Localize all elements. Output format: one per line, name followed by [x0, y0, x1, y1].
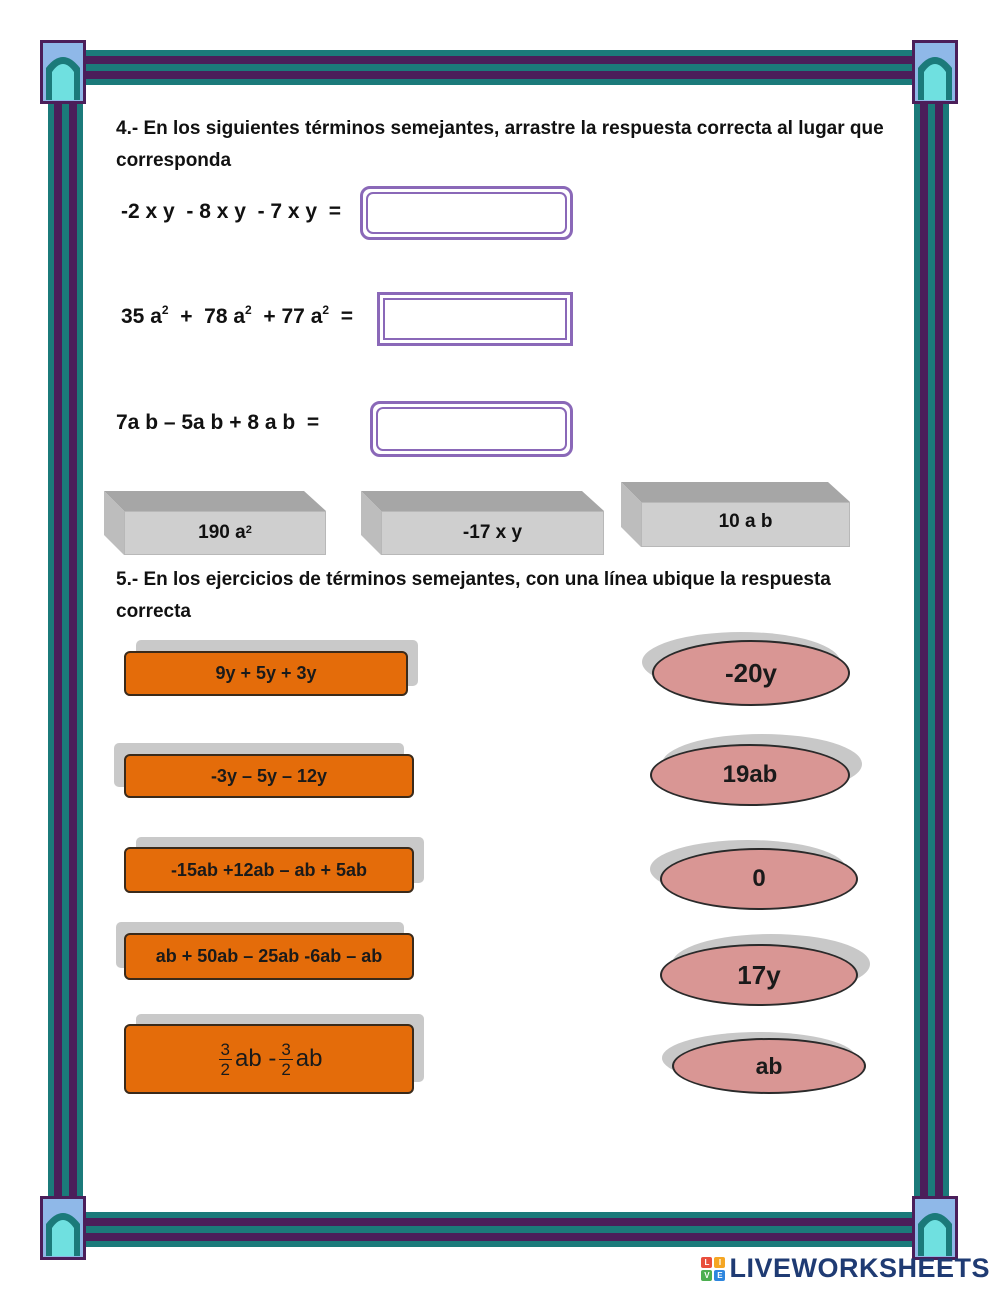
- expression-item-1[interactable]: [124, 640, 418, 698]
- expression-item-3[interactable]: [124, 837, 424, 895]
- answer-block-minus17xy[interactable]: [361, 491, 604, 555]
- answer-exponent: 2: [245, 524, 252, 536]
- expression-label: -3y – 5y – 12y: [210, 765, 328, 786]
- oval-label: ab: [755, 1052, 783, 1079]
- question-5-heading: 5.- En los ejercicios de términos semejantes, con una línea ubique la respuesta correcta: [116, 569, 831, 622]
- answer-label: -17 x y: [462, 522, 523, 543]
- liveworksheets-logo-text: LIVEWORKSHEETS: [729, 1253, 990, 1283]
- expression-label: 9y + 5y + 3y: [215, 663, 317, 683]
- oval-label: 0: [752, 865, 766, 892]
- oval-label: 19ab: [722, 761, 778, 788]
- fraction-1: $\frac{3}{2}$: [220, 1039, 230, 1079]
- expression-item-5[interactable]: [124, 1014, 424, 1096]
- equation-1: -2 x y - 8 x y - 7 x y =: [121, 200, 342, 223]
- frame-right: [914, 62, 950, 1230]
- answer-label: 190 a: [198, 522, 246, 543]
- answer-label: 10 a b: [718, 510, 773, 532]
- expression-item-4[interactable]: [116, 922, 414, 982]
- expression-label: -15ab +12ab – ab + 5ab: [170, 859, 368, 880]
- expression-label: ab + 50ab – 25ab -6ab – ab: [155, 946, 383, 966]
- fraction-middle: ab -: [234, 1045, 277, 1072]
- fraction-end: ab: [295, 1045, 323, 1072]
- answer-oval-5[interactable]: [662, 1032, 868, 1096]
- frame-top: [62, 50, 938, 86]
- frame-left: [48, 62, 84, 1230]
- corner-ornament-bottom-left: [40, 1196, 86, 1260]
- answer-oval-4[interactable]: [660, 934, 870, 1006]
- answer-block-190a2[interactable]: [104, 491, 326, 555]
- liveworksheets-logo-icon: L I V E: [701, 1257, 725, 1281]
- oval-label: 17y: [737, 959, 781, 990]
- answer-oval-1[interactable]: [642, 632, 852, 708]
- equation-3: 7a b – 5a b + 8 a b =: [116, 411, 320, 434]
- frame-bottom: [62, 1212, 938, 1248]
- equation-2: 35 $a^2 + 78$ $a^2 + 77$ $a^2$ =: [121, 303, 353, 328]
- corner-ornament-top-right: [912, 40, 958, 104]
- oval-label: -20y: [724, 657, 778, 688]
- drop-box-2[interactable]: [377, 292, 573, 346]
- drop-box-1[interactable]: [360, 186, 573, 240]
- corner-ornament-top-left: [40, 40, 86, 104]
- corner-ornament-bottom-right: [912, 1196, 958, 1260]
- answer-block-10ab[interactable]: [621, 482, 850, 547]
- fraction-2: $\frac{3}{2}$: [281, 1039, 291, 1079]
- answer-oval-3[interactable]: [650, 840, 860, 910]
- answer-oval-2[interactable]: [650, 734, 862, 806]
- expression-item-2[interactable]: [114, 743, 414, 799]
- drop-box-3[interactable]: [370, 401, 573, 457]
- question-4-heading: 4.- En los siguientes términos semejantes, arrastre la respuesta correcta al lugar que corresponda: [116, 118, 884, 171]
- liveworksheets-logo: [701, 1253, 990, 1284]
